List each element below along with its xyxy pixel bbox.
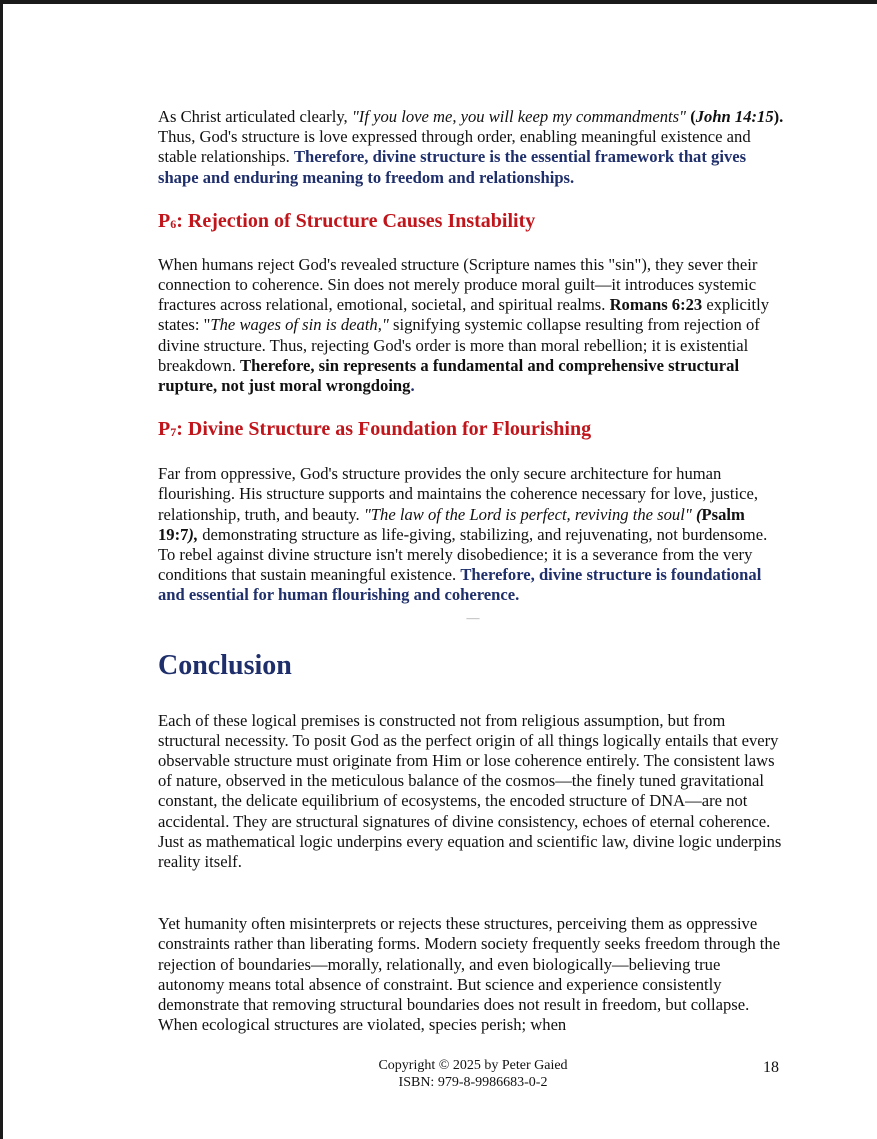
premise-title: : Rejection of Structure Causes Instability [176,209,536,232]
viewer-top-border [0,0,877,4]
text-span: ( [690,107,696,126]
premise-subscript: 6 [170,216,177,231]
paragraph-premise-6 [158,255,788,396]
page-footer [158,1057,788,1091]
premise-title: : Divine Structure as Foundation for Flourishing [176,418,592,441]
page-number: 18 [763,1059,779,1076]
viewer-left-border [0,0,3,1139]
text-span: When humans reject God's revealed structure (Scripture names this "sin"), they sever their connection to coherence. Sin does not merely produce moral guilt—it introduces systemic fractures across relational, emotional, societal, and spiritual realms. [158,254,758,315]
paragraph-conclusion: Therefore, divine structure is the essential framework that gives shape and enduring meaning to freedom and relationships. [158,147,747,187]
premise-subscript: 7 [170,425,177,440]
scripture-quote: "If you love me, you will keep my commandments" [351,107,687,126]
text-span: ( [691,504,702,524]
scripture-quote: "The law of the Lord is perfect, reviving the soul" [363,504,692,524]
paragraph-premise-7 [158,464,788,605]
scripture-reference: Romans 6:23 [609,295,703,315]
text-span: signifying systemic collapse resulting from rejection of divine structure. Thus, rejecting God's order is more than moral rebellion; it is existential breakdown. [158,315,760,375]
scripture-reference: John 14:15 [695,107,774,126]
paragraph-christ-commandments [158,107,788,188]
scripture-quote: The wages of sin is death," [210,315,389,335]
copyright-line: Copyright © 2025 by Peter Gaied [378,1058,568,1073]
text-span: . [410,376,415,396]
section-divider: — [466,609,480,625]
premise-letter: P [158,209,171,232]
page-content [158,107,788,1036]
text-span: ), [188,524,199,544]
paragraph-conclusion: Therefore, divine structure is foundational and essential for human flourishing and coherence. [158,565,762,605]
text-span: ). [773,107,784,126]
text-span: Far from oppressive, God's structure provides the only secure architecture for human flourishing. His structure supports and maintains the coherence necessary for love, justice, relationship, truth, and beauty. [158,464,758,524]
paragraph-conclusion: Therefore, sin represents a fundamental and comprehensive structural rupture, not just moral wrongdoing [158,355,740,396]
premise-7-heading [158,417,788,444]
conclusion-heading: Conclusion [158,649,292,681]
text-span: explicitly states: " [158,295,770,335]
text-span: demonstrating structure as life-giving, stabilizing, and rejuvenating, not burdensome. To rebel against divine structure isn't merely disobedience; it is a severance from the very conditions that sustain meaningful existence. [158,524,768,585]
premise-6-heading [158,209,788,236]
paragraph-conclusion-2: Yet humanity often misinterprets or rejects these structures, perceiving them as oppressive constraints rather than liberating forms. Modern society frequently seeks freedom through the rejection of boundaries—morally, relationally, and even biologically—believing true autonomy means total absence of constraint. But science and experience consistently demonstrate that removing structural boundaries does not result in freedom, but collapse. When ecological structures are violated, species perish; when [158,914,781,1035]
paragraph-conclusion-1: Each of these logical premises is constructed not from religious assumption, but from structural necessity. To posit God as the perfect origin of all things logically entails that every observable structure must originate from Him or lose coherence entirely. The consistent laws of nature, observed in the meticulous balance of the cosmos—the finely tuned gravitational constant, the delicate equilibrium of ecosystems, the encoded structure of DNA—are not accidental. They are structural signatures of divine consistency, echoes of eternal coherence. Just as mathematical logic underpins every equation and scientific law, divine logic underpins reality itself. [158,710,782,872]
scripture-reference: Psalm 19:7 [158,504,745,544]
text-span: Thus, God's structure is love expressed through order, enabling meaningful existence and stable relationships. [158,127,751,167]
isbn-line: ISBN: 979-8-9986683-0-2 [398,1075,548,1090]
premise-letter: P [158,418,171,441]
text-span: As Christ articulated clearly, [158,107,352,126]
